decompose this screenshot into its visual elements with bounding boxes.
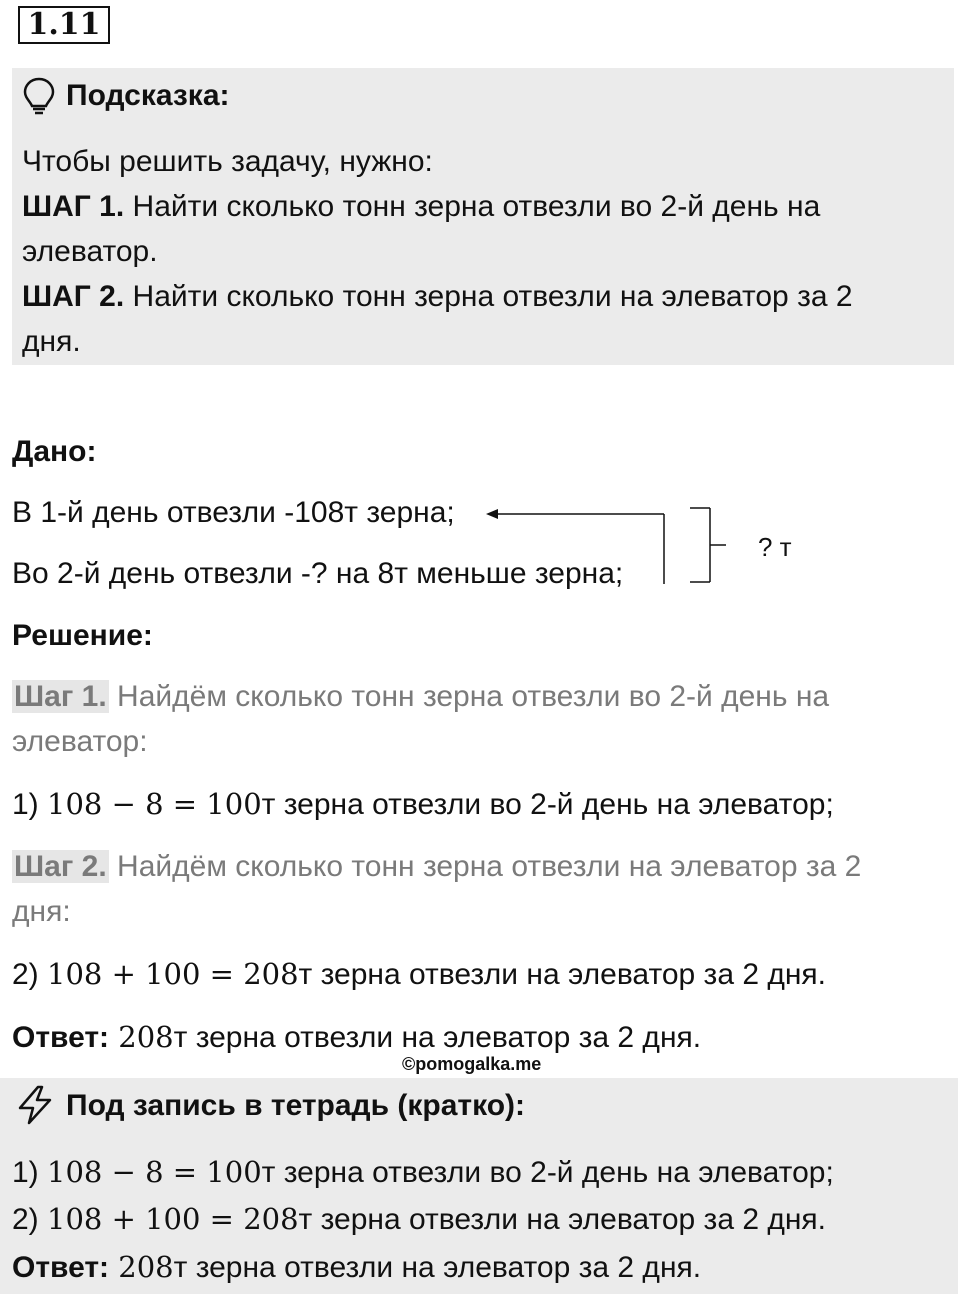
nb-answer-label: Ответ:	[12, 1251, 110, 1284]
nb-calc-1-text: т зерна отвезли во 2-й день на элеватор;	[261, 1156, 834, 1189]
solution-step-1	[12, 677, 829, 717]
hint-step-2-cont: дня.	[22, 325, 81, 358]
solution-step-1-cont: элеватор:	[12, 725, 148, 758]
given-line-1: В 1-й день отвезли -108т зерна;	[12, 496, 455, 529]
notebook-calc-1	[12, 1152, 834, 1193]
nb-calc-1-expr: 108 − 8 = 100	[47, 1155, 262, 1189]
hint-step-1	[22, 187, 820, 227]
nb-calc-2-num: 2)	[12, 1203, 48, 1236]
solution-calc-2	[12, 954, 826, 995]
answer-value: 208	[109, 1020, 174, 1054]
lightning-icon	[14, 1084, 56, 1126]
notebook-title: Под запись в тетрадь (кратко):	[66, 1089, 526, 1122]
calc-2-expr: 108 + 100 = 208	[47, 957, 299, 991]
calc-1-text: т зерна отвезли во 2-й день на элеватор;	[261, 788, 834, 821]
solution-step-1-text: Найдём сколько тонн зерна отвезли во 2-й день на	[108, 680, 830, 713]
hint-step-1-cont: элеватор.	[22, 235, 158, 268]
calc-1-num: 1)	[12, 788, 48, 821]
nb-calc-2-expr: 108 + 100 = 208	[47, 1202, 299, 1236]
hint-step-1-label: ШАГ 1.	[22, 190, 125, 223]
calc-1-expr: 108 − 8 = 100	[47, 787, 262, 821]
hint-step-2-label: ШАГ 2.	[22, 280, 125, 313]
watermark: ©pomogalka.me	[402, 1054, 542, 1074]
solution-step-2	[12, 847, 861, 887]
nb-calc-1-num: 1)	[12, 1156, 48, 1189]
solution-title: Решение:	[12, 619, 153, 652]
problem-number: 1.11	[18, 6, 110, 44]
notebook-answer	[12, 1247, 701, 1288]
given-diagram	[470, 500, 730, 590]
solution-step-2-label: Шаг 2.	[14, 850, 107, 883]
calc-2-num: 2)	[12, 958, 48, 991]
calc-2-text: т зерна отвезли на элеватор за 2 дня.	[298, 958, 827, 991]
hint-step-1-text: Найти сколько тонн зерна отвезли во 2-й день на	[124, 190, 821, 223]
solution-step-2-text: Найдём сколько тонн зерна отвезли на элеватор за 2	[108, 850, 862, 883]
solution-step-2-cont: дня:	[12, 895, 71, 928]
hint-title: Подсказка:	[66, 79, 230, 112]
hint-intro: Чтобы решить задачу, нужно:	[22, 145, 433, 178]
solution-answer	[12, 1017, 701, 1058]
nb-answer-value: 208	[109, 1250, 174, 1284]
solution-step-1-label: Шаг 1.	[14, 680, 107, 713]
answer-text: т зерна отвезли на элеватор за 2 дня.	[173, 1021, 702, 1054]
nb-answer-text: т зерна отвезли на элеватор за 2 дня.	[173, 1251, 702, 1284]
nb-calc-2-text: т зерна отвезли на элеватор за 2 дня.	[298, 1203, 827, 1236]
solution-calc-1	[12, 784, 834, 825]
notebook-calc-2	[12, 1199, 826, 1240]
answer-label: Ответ:	[12, 1021, 110, 1054]
given-total: ? т	[758, 532, 792, 562]
hint-step-2-text: Найти сколько тонн зерна отвезли на элеватор за 2	[124, 280, 853, 313]
given-title: Дано:	[12, 435, 97, 468]
given-line-2: Во 2-й день отвезли -? на 8т меньше зерна;	[12, 557, 624, 590]
hint-step-2	[22, 277, 853, 317]
lightbulb-icon	[22, 76, 56, 116]
